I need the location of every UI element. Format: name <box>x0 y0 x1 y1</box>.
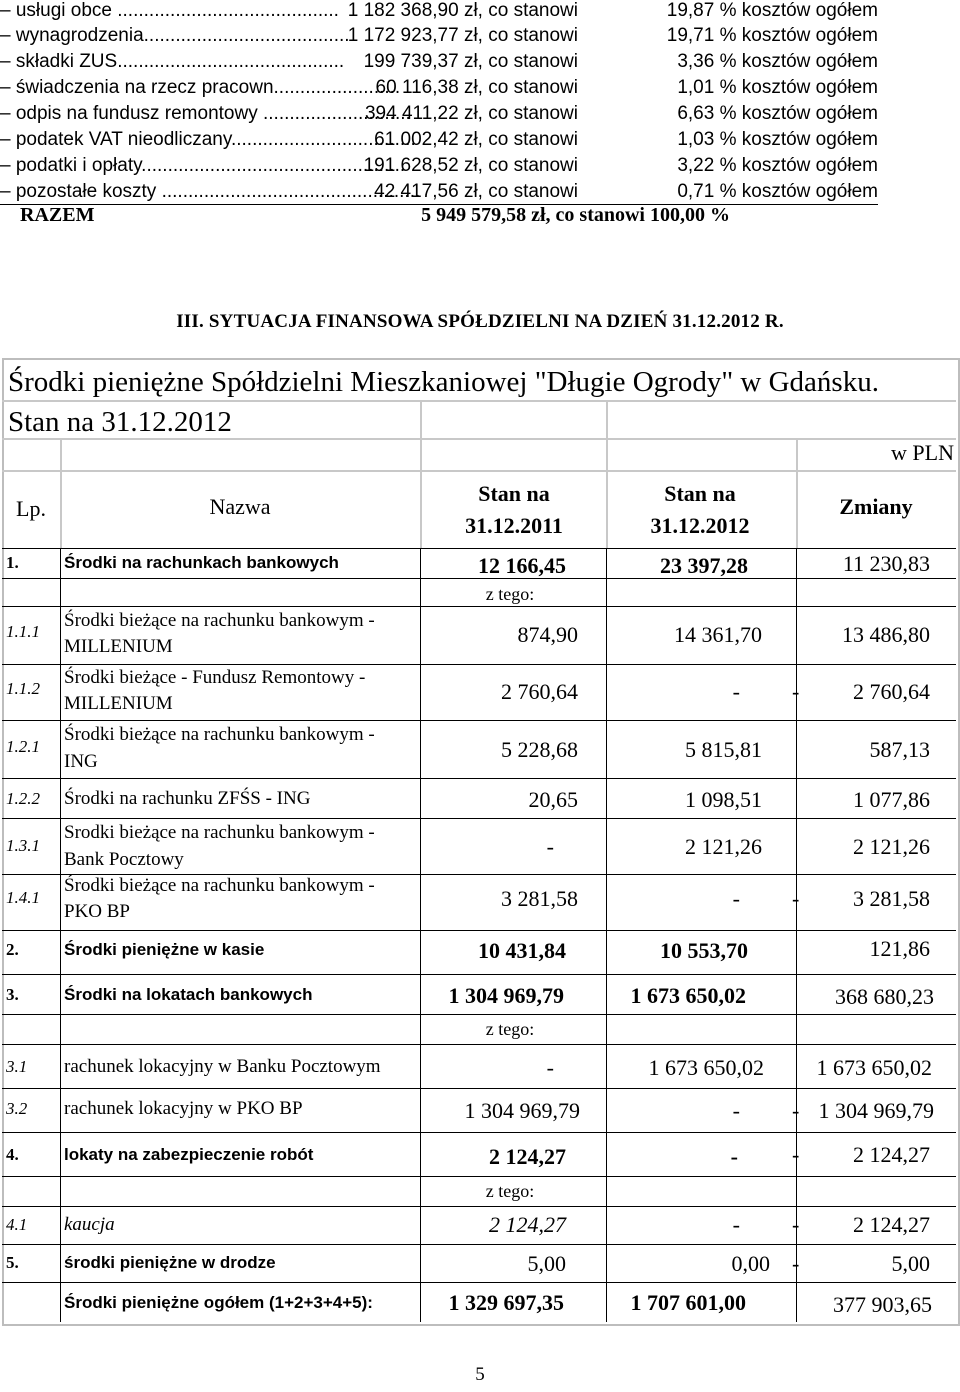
header-2012 <box>608 478 792 542</box>
cost-amount: 61 002,42 zł, co stanowi <box>374 129 578 150</box>
row-value-2011: - <box>546 834 554 859</box>
row-change: 587,13 <box>869 737 930 762</box>
cost-amount: 1 182 368,90 zł, co stanowi <box>347 0 578 21</box>
cost-amount: 1 172 923,77 zł, co stanowi <box>347 25 578 46</box>
table-title: Środki pieniężne Spółdzielni Mieszkaniowej "Długie Ogrody" w Gdańsku. <box>8 366 879 398</box>
row-value-2011: 2 124,27 <box>489 1212 566 1237</box>
cost-percent: 0,71 % kosztów ogółem <box>677 181 878 202</box>
row-value-2011: 5 228,68 <box>501 737 578 762</box>
row-name: Środki na rachunku ZFŚS - ING <box>64 788 311 809</box>
row-change: 3 281,58 <box>853 886 930 911</box>
cost-row <box>0 77 900 103</box>
row-value-2012: 0,00 <box>731 1251 770 1276</box>
grid-line <box>2 1132 956 1133</box>
grid-line <box>796 438 798 548</box>
cost-amount: 191 628,52 zł, co stanowi <box>363 155 578 176</box>
cost-row <box>0 155 900 181</box>
page-number: 5 <box>475 1364 485 1385</box>
row-change-sign: - <box>792 886 800 911</box>
grand-total-2012: 1 707 601,00 <box>630 1290 746 1315</box>
row-name: Środki na rachunkach bankowych <box>64 553 339 572</box>
row-change-sign: - <box>792 1251 800 1276</box>
cost-amount: 60 116,38 zł, co stanowi <box>375 77 578 98</box>
grand-total-change: 377 903,65 <box>833 1292 932 1317</box>
row-value-2012: 1 098,51 <box>685 787 762 812</box>
row-value-2011: 10 431,84 <box>478 938 566 963</box>
cost-name: – pozostałe koszty ................................................. <box>0 181 421 202</box>
currency-unit: w PLN <box>891 440 954 465</box>
row-change: 1 077,86 <box>853 787 930 812</box>
of-which-label: z tego: <box>485 1181 535 1201</box>
cost-name: – składki ZUS........................................... <box>0 51 345 72</box>
row-change: 2 760,64 <box>853 679 930 704</box>
grid-line <box>2 664 956 665</box>
cost-name: – świadczenia na rzecz pracown........................ <box>0 77 401 98</box>
grid-line <box>2 1088 956 1089</box>
cost-percent: 3,22 % kosztów ogółem <box>677 155 878 176</box>
row-lp: 3.2 <box>6 1099 28 1118</box>
row-change-sign: - <box>792 1098 800 1123</box>
row-change: 2 124,27 <box>853 1142 930 1167</box>
header-change: Zmiany <box>839 494 913 519</box>
cost-percent: 19,71 % kosztów ogółem <box>666 25 878 46</box>
header-2011 <box>422 478 606 542</box>
row-value-2011: 3 281,58 <box>501 886 578 911</box>
row-value-2012: - <box>732 1212 740 1237</box>
header-2011-line1: Stan na <box>478 481 550 506</box>
row-lp: 1.1.1 <box>6 622 40 641</box>
row-lp: 1. <box>6 553 19 572</box>
grid-line <box>2 438 956 440</box>
row-lp: 1.4.1 <box>6 888 40 907</box>
row-name: środki pieniężne w drodze <box>64 1253 276 1272</box>
of-which-label: z tego: <box>485 1019 535 1039</box>
grid-line <box>60 438 62 548</box>
section-heading: III. SYTUACJA FINANSOWA SPÓŁDZIELNI NA DZIEŃ 31.12.2012 R. <box>176 311 784 332</box>
cost-percent: 1,03 % kosztów ogółem <box>677 129 878 150</box>
row-name: Środki pieniężne w kasie <box>64 940 265 959</box>
cost-amount: 394 411,22 zł, co stanowi <box>364 103 578 124</box>
row-value-2012: 23 397,28 <box>660 553 748 578</box>
row-name: Bank Pocztowy <box>64 849 184 870</box>
grid-line <box>2 1044 956 1045</box>
row-value-2011: 2 760,64 <box>501 679 578 704</box>
row-value-2011: 12 166,45 <box>478 553 566 578</box>
grid-line <box>2 778 956 779</box>
cost-name: – odpis na fundusz remontowy ............................ <box>0 103 411 124</box>
cost-percent: 1,01 % kosztów ogółem <box>677 77 878 98</box>
cost-row <box>0 129 900 155</box>
row-value-2012: 14 361,70 <box>674 622 762 647</box>
cost-name: – podatek VAT nieodliczany................................... <box>0 129 416 150</box>
grand-total-label: Środki pieniężne ogółem (1+2+3+4+5): <box>64 1293 373 1312</box>
row-lp: 1.3.1 <box>6 836 40 855</box>
row-change-sign: - <box>792 679 800 704</box>
row-name: Środki bieżące na rachunku bankowym - <box>64 875 375 896</box>
row-name: Środki na lokatach bankowych <box>64 985 313 1004</box>
row-name: Środki bieżące - Fundusz Remontowy - <box>64 667 366 688</box>
row-change-sign: - <box>792 1212 800 1237</box>
row-change: 1 673 650,02 <box>816 1055 932 1080</box>
grid-line <box>2 400 956 402</box>
grid-line <box>2 606 956 607</box>
row-name: Środki bieżące na rachunku bankowym - <box>64 724 375 745</box>
grid-line <box>2 1206 956 1207</box>
row-lp: 4.1 <box>6 1215 28 1234</box>
cost-name: – usługi obce .......................................... <box>0 0 339 21</box>
row-value-2012: - <box>730 1144 738 1169</box>
row-value-2011: 5,00 <box>527 1251 566 1276</box>
row-lp: 2. <box>6 940 19 959</box>
cost-row <box>0 51 900 77</box>
cost-row <box>0 25 900 51</box>
grid-line <box>2 818 956 819</box>
cost-amount: 199 739,37 zł, co stanowi <box>363 51 578 72</box>
row-lp: 3.1 <box>6 1057 28 1076</box>
row-change: 2 124,27 <box>853 1212 930 1237</box>
header-2012-line2: 31.12.2012 <box>650 513 750 538</box>
row-value-2012: - <box>732 1098 740 1123</box>
header-lp: Lp. <box>16 496 46 521</box>
row-change: 1 304 969,79 <box>818 1098 934 1123</box>
row-lp: 1.1.2 <box>6 679 40 698</box>
grid-line <box>2 930 956 931</box>
grid-line <box>2 548 956 549</box>
cost-row <box>0 0 900 26</box>
row-value-2012: 2 121,26 <box>685 834 762 859</box>
row-name: rachunek lokacyjny w Banku Pocztowym <box>64 1056 381 1077</box>
row-change: 2 121,26 <box>853 834 930 859</box>
grid-line <box>2 1244 956 1245</box>
grid-line <box>2 470 956 472</box>
row-name: MILLENIUM <box>64 636 173 657</box>
row-lp: 1.2.2 <box>6 789 40 808</box>
row-value-2011: 2 124,27 <box>489 1144 566 1169</box>
cost-name: – podatki i opłaty.................................................. <box>0 155 406 176</box>
grid-line <box>2 1176 956 1177</box>
cost-percent: 3,36 % kosztów ogółem <box>677 51 878 72</box>
row-name: PKO BP <box>64 901 130 922</box>
row-value-2012: 5 815,81 <box>685 737 762 762</box>
cost-amount: 42 417,56 zł, co stanowi <box>374 181 578 202</box>
header-2011-line2: 31.12.2011 <box>465 513 563 538</box>
row-value-2011: 1 304 969,79 <box>464 1098 580 1123</box>
grid-line <box>2 974 956 975</box>
header-name: Nazwa <box>209 494 271 519</box>
cost-percent: 6,63 % kosztów ogółem <box>677 103 878 124</box>
cost-total-row <box>0 204 900 232</box>
row-lp: 4. <box>6 1145 19 1164</box>
row-name: Srodki bieżące na rachunku bankowym - <box>64 822 375 843</box>
row-name: ING <box>64 751 98 772</box>
row-change: 5,00 <box>891 1251 930 1276</box>
row-lp: 3. <box>6 985 19 1004</box>
row-value-2012: - <box>732 886 740 911</box>
row-name: Środki bieżące na rachunku bankowym - <box>64 610 375 631</box>
row-change: 13 486,80 <box>842 622 930 647</box>
row-value-2011: - <box>546 1055 554 1080</box>
cost-name: – wynagrodzenia....................................... <box>0 25 350 46</box>
row-value-2011: 1 304 969,79 <box>448 983 564 1008</box>
row-value-2011: 874,90 <box>517 622 578 647</box>
row-name: rachunek lokacyjny w PKO BP <box>64 1098 303 1119</box>
row-lp: 1.2.1 <box>6 737 40 756</box>
header-2012-line1: Stan na <box>664 481 736 506</box>
row-name: lokaty na zabezpieczenie robót <box>64 1145 314 1164</box>
row-value-2012: 1 673 650,02 <box>630 983 746 1008</box>
row-lp: 5. <box>6 1253 19 1272</box>
grand-total-2011: 1 329 697,35 <box>448 1290 564 1315</box>
row-change: 368 680,23 <box>835 984 934 1009</box>
total-label: RAZEM <box>20 204 95 226</box>
grid-line <box>2 720 956 721</box>
row-value-2012: - <box>732 679 740 704</box>
row-value-2012: 10 553,70 <box>660 938 748 963</box>
row-change: 11 230,83 <box>842 551 930 576</box>
row-change: 121,86 <box>869 936 930 961</box>
table-subtitle: Stan na 31.12.2012 <box>8 406 232 438</box>
cost-row <box>0 103 900 129</box>
row-change-sign: - <box>792 1142 800 1167</box>
cost-percent: 19,87 % kosztów ogółem <box>666 0 878 21</box>
row-value-2011: 20,65 <box>528 787 578 812</box>
row-name: kaucja <box>64 1214 115 1235</box>
grid-line <box>2 1282 956 1283</box>
total-value: 5 949 579,58 zł, co stanowi 100,00 % <box>421 204 730 226</box>
grid-line <box>2 1014 956 1015</box>
row-name: MILLENIUM <box>64 693 173 714</box>
of-which-label: z tego: <box>485 584 535 604</box>
row-value-2012: 1 673 650,02 <box>648 1055 764 1080</box>
